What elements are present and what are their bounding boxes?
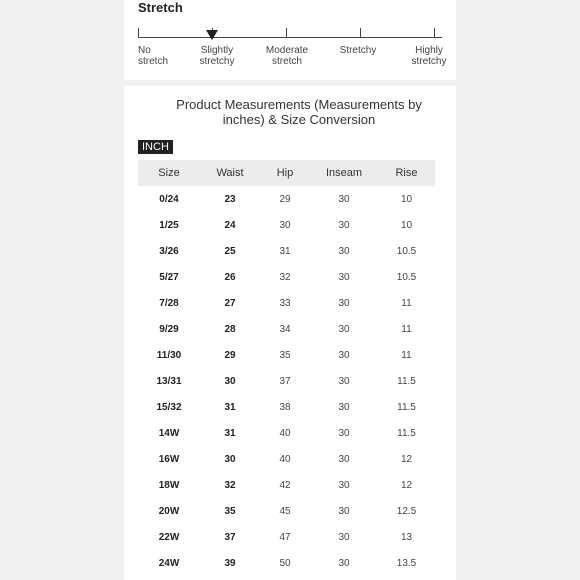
column-header: Waist [200,160,260,186]
table-cell: 10 [400,193,413,205]
stretch-card [124,0,456,80]
table-cell: 30 [338,375,350,387]
table-row [138,212,435,238]
table-cell: 30 [338,297,350,309]
table-cell: 13 [400,531,413,543]
stretch-tick [360,28,361,38]
table-cell: 45 [279,505,291,517]
table-cell: 30 [338,323,350,335]
table-cell: 25 [224,245,236,257]
table-cell: 30 [338,401,350,413]
table-cell: 30 [338,479,350,491]
table-row [138,394,435,420]
table-cell: 30 [338,505,350,517]
table-row [138,368,435,394]
table-header-row [138,160,435,186]
table-row [138,524,435,550]
table-cell: 11.5 [397,401,416,413]
table-cell: 40 [279,453,291,465]
table-cell: 47 [279,531,291,543]
table-cell: 30 [338,219,350,231]
table-row [138,316,435,342]
table-cell: 30 [279,219,291,231]
size-chart-card [124,86,456,580]
table-cell: 12.5 [396,505,417,517]
unit-badge: INCH [138,140,173,154]
table-cell: 10.5 [396,271,417,283]
column-header: Rise [378,160,435,186]
table-cell: 11 [401,349,412,361]
table-cell: 23 [224,193,236,205]
stretch-marker-icon [206,30,218,40]
table-cell: 10 [400,219,413,231]
table-row [138,472,435,498]
table-cell: 30 [338,453,350,465]
table-cell: 0/24 [159,193,179,205]
table-cell: 30 [338,427,350,439]
table-cell: 20W [158,505,180,517]
table-cell: 27 [224,297,236,309]
table-cell: 40 [279,427,291,439]
table-cell: 9/29 [159,323,179,335]
table-cell: 3/26 [159,245,179,257]
table-cell: 31 [224,401,236,413]
table-cell: 26 [224,271,236,283]
table-cell: 30 [338,245,350,257]
table-cell: 12 [400,453,413,465]
table-cell: 30 [338,557,350,569]
table-cell: 30 [224,375,236,387]
table-cell: 37 [279,375,291,387]
table-cell: 18W [158,479,180,491]
table-cell: 11 [401,297,412,309]
table-cell: 33 [279,297,291,309]
table-cell: 11 [401,323,412,335]
table-row [138,290,435,316]
column-header: Inseam [310,160,378,186]
table-cell: 12 [400,479,413,491]
stretch-title: Stretch [138,0,183,15]
stretch-level-label: Slightly stretchy [199,45,235,67]
table-cell: 11/30 [156,349,182,361]
table-cell: 13/31 [156,375,182,387]
table-row [138,264,435,290]
stretch-tick [138,28,139,38]
table-cell: 35 [224,505,236,517]
table-row [138,550,435,576]
table-cell: 10.5 [396,245,417,257]
table-cell: 32 [279,271,291,283]
stretch-tick [286,28,287,38]
table-row [138,446,435,472]
table-cell: 35 [279,349,291,361]
table-cell: 30 [224,453,236,465]
table-cell: 1/25 [159,219,179,231]
table-row [138,186,435,212]
column-header: Size [138,160,200,186]
table-cell: 14W [158,427,180,439]
table-cell: 42 [279,479,291,491]
table-cell: 7/28 [159,297,179,309]
stretch-tick [434,28,435,38]
table-cell: 29 [279,193,291,205]
size-table [138,160,435,576]
table-row [138,342,435,368]
table-cell: 38 [279,401,291,413]
table-cell: 24W [158,557,180,569]
table-cell: 30 [338,271,350,283]
table-cell: 31 [224,427,236,439]
stretch-level-label: Highly stretchy [411,45,447,67]
table-cell: 13.5 [396,557,417,569]
table-cell: 50 [279,557,291,569]
table-cell: 30 [338,349,350,361]
table-cell: 15/32 [156,401,182,413]
table-row [138,238,435,264]
size-chart-title: Product Measurements (Measurements by inches) & Size Conversion [176,97,422,127]
table-cell: 39 [224,557,236,569]
table-cell: 28 [224,323,236,335]
table-cell: 22W [158,531,180,543]
table-cell: 32 [224,479,236,491]
column-header: Hip [260,160,310,186]
table-cell: 29 [224,349,236,361]
table-row [138,498,435,524]
table-cell: 11.5 [397,427,416,439]
table-cell: 31 [279,245,291,257]
table-cell: 37 [224,531,236,543]
table-row [138,420,435,446]
stretch-level-label: Stretchy [339,45,377,56]
table-cell: 30 [338,193,350,205]
table-cell: 30 [338,531,350,543]
stretch-level-label: Moderate stretch [265,45,309,67]
table-cell: 16W [158,453,180,465]
table-cell: 34 [279,323,291,335]
stretch-level-label: No stretch [138,45,169,67]
table-cell: 24 [224,219,236,231]
table-cell: 5/27 [159,271,179,283]
stretch-scale-line [138,37,442,38]
table-cell: 11.5 [397,375,416,387]
